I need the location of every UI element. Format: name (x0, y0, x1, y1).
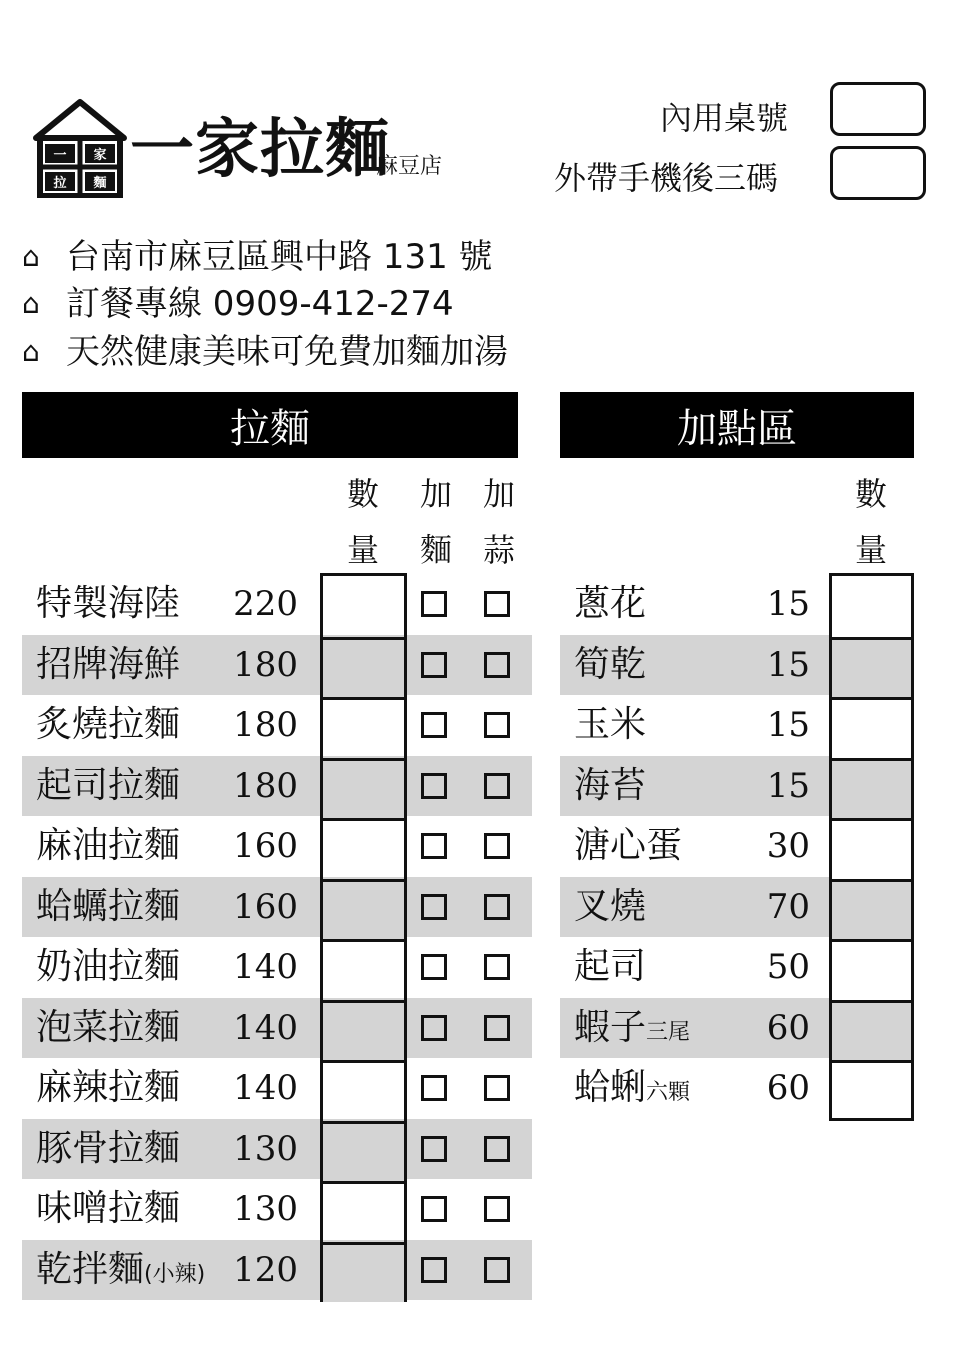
item-price: 60 (766, 1068, 810, 1108)
extra-garlic-header: 加 蒜 (482, 475, 515, 569)
extra-noodle-checkbox[interactable] (421, 652, 447, 678)
quantity-input[interactable] (832, 1000, 911, 1061)
home-icon: ⌂ (22, 335, 40, 368)
quantity-input[interactable] (323, 697, 404, 758)
takeout-phone-input[interactable] (830, 146, 926, 200)
item-name-text: 豚骨拉麵 (36, 1127, 181, 1169)
phone-text: 訂餐專線 0909-412-274 (66, 284, 454, 324)
menu-row (22, 1240, 532, 1301)
ramen-section-header: 拉麵 (22, 392, 518, 458)
menu-row (22, 1179, 532, 1240)
item-name (36, 1119, 180, 1179)
item-name (574, 756, 646, 816)
addons-list (560, 574, 830, 1119)
menu-row (22, 998, 532, 1059)
extra-noodle-checkbox[interactable] (421, 712, 447, 738)
menu-row (22, 756, 532, 817)
item-name (36, 1058, 180, 1118)
extra-noodle-checkbox[interactable] (421, 591, 447, 617)
item-name (574, 998, 690, 1063)
item-name-text: 麻油拉麵 (36, 825, 181, 866)
quantity-input[interactable] (832, 939, 911, 1000)
home-icon: ⌂ (22, 240, 40, 273)
menu-row (560, 937, 830, 998)
menu-row (22, 1058, 532, 1119)
menu-row (560, 998, 830, 1059)
extra-garlic-checkbox[interactable] (484, 1257, 510, 1283)
extra-noodle-checkbox[interactable] (421, 1075, 447, 1101)
item-name-text: 蛤蜊 (574, 1067, 647, 1108)
svg-text:拉: 拉 (53, 176, 67, 191)
item-name (36, 756, 180, 816)
menu-row (560, 574, 830, 635)
quantity-input[interactable] (832, 758, 911, 819)
svg-text:麵: 麵 (93, 176, 107, 191)
branch-name: 麻豆店 (376, 154, 443, 179)
quantity-input[interactable] (323, 637, 404, 698)
item-name (574, 1058, 690, 1123)
item-name-text: 蔥花 (574, 583, 647, 624)
svg-text:家: 家 (93, 148, 107, 163)
free-refill-text: 天然健康美味可免費加麵加湯 (66, 332, 508, 372)
item-price: 160 (233, 886, 298, 927)
menu-row (560, 756, 830, 817)
item-price: 180 (233, 705, 298, 745)
address-text: 台南市麻豆區興中路 131 號 (66, 237, 493, 277)
menu-row (560, 1058, 830, 1119)
menu-row (22, 816, 532, 877)
item-name (574, 695, 646, 755)
menu-row (22, 635, 532, 696)
extra-garlic-checkbox[interactable] (484, 1015, 510, 1041)
item-price: 130 (233, 1128, 298, 1169)
extra-noodle-checkbox[interactable] (421, 1196, 447, 1222)
menu-row (22, 1119, 532, 1180)
quantity-input[interactable] (323, 1060, 404, 1121)
item-price: 15 (766, 705, 810, 745)
item-name-text: 泡菜拉麵 (36, 1006, 181, 1048)
extra-noodle-header: 加 麵 (419, 475, 452, 569)
item-name-text: 起司 (574, 946, 647, 987)
info-phone (22, 284, 454, 324)
item-name-text: 特製海陸 (36, 583, 181, 624)
item-name-text: 叉燒 (574, 885, 647, 927)
item-note: 三尾 (646, 1019, 691, 1045)
item-price: 160 (233, 826, 298, 866)
item-price: 15 (766, 765, 810, 806)
ramen-qty-header: 數 量 (346, 475, 379, 569)
extra-noodle-checkbox[interactable] (421, 1015, 447, 1041)
item-price: 130 (233, 1189, 298, 1229)
extra-noodle-checkbox[interactable] (421, 833, 447, 859)
item-name (36, 695, 180, 755)
extra-noodle-checkbox[interactable] (421, 1136, 447, 1162)
menu-row (22, 937, 532, 998)
svg-text:一: 一 (53, 148, 67, 163)
item-price: 140 (233, 947, 298, 987)
item-name-text: 起司拉麵 (36, 764, 181, 806)
quantity-input[interactable] (832, 576, 911, 637)
item-price: 180 (233, 765, 298, 806)
item-name (36, 635, 180, 695)
item-name-text: 奶油拉麵 (36, 946, 181, 987)
item-name (574, 937, 646, 997)
item-price: 70 (766, 886, 810, 927)
extra-garlic-checkbox[interactable] (484, 773, 510, 799)
quantity-input[interactable] (323, 1000, 404, 1061)
menu-row (560, 695, 830, 756)
menu-row (22, 695, 532, 756)
item-name (36, 1240, 205, 1305)
menu-row (22, 574, 532, 635)
addons-qty-column (829, 573, 914, 1121)
extra-garlic-checkbox[interactable] (484, 894, 510, 920)
item-name (574, 877, 646, 937)
item-name (36, 937, 180, 997)
item-name-text: 海苔 (574, 764, 647, 806)
house-logo-icon (32, 98, 128, 198)
quantity-input[interactable] (832, 637, 911, 698)
item-name-text: 麻辣拉麵 (36, 1067, 181, 1108)
extra-noodle-checkbox[interactable] (421, 894, 447, 920)
addons-section-header: 加點區 (560, 392, 914, 458)
extra-garlic-checkbox[interactable] (484, 1136, 510, 1162)
item-name (574, 635, 646, 695)
extra-garlic-checkbox[interactable] (484, 1075, 510, 1101)
item-name (36, 816, 180, 876)
item-name-text: 筍乾 (574, 643, 647, 685)
item-name-text: 乾拌麵 (36, 1248, 145, 1290)
extra-noodle-checkbox[interactable] (421, 773, 447, 799)
info-note (22, 332, 508, 372)
extra-garlic-checkbox[interactable] (484, 833, 510, 859)
menu-row (560, 816, 830, 877)
menu-row (560, 635, 830, 696)
item-name (574, 816, 682, 876)
extra-garlic-checkbox[interactable] (484, 712, 510, 738)
quantity-input[interactable] (323, 879, 404, 940)
takeout-phone-label: 外帶手機後三碼 (553, 159, 778, 197)
item-name-text: 炙燒拉麵 (36, 704, 181, 745)
item-name-text: 招牌海鮮 (36, 643, 181, 685)
item-price: 140 (233, 1007, 298, 1048)
brand-name: 一家拉麵 (130, 113, 390, 187)
item-note: 六顆 (646, 1080, 691, 1105)
item-price: 220 (233, 584, 298, 624)
quantity-input[interactable] (832, 818, 911, 879)
ramen-list (22, 574, 532, 1300)
extra-garlic-checkbox[interactable] (484, 591, 510, 617)
item-note: (小辣) (144, 1261, 206, 1287)
extra-garlic-checkbox[interactable] (484, 1196, 510, 1222)
menu-row (560, 877, 830, 938)
extra-garlic-checkbox[interactable] (484, 652, 510, 678)
item-name (574, 574, 646, 634)
quantity-input[interactable] (832, 697, 911, 758)
dine-in-table-input[interactable] (830, 82, 926, 136)
item-name-text: 味噌拉麵 (36, 1188, 181, 1229)
quantity-input[interactable] (323, 1242, 404, 1303)
item-price: 15 (766, 644, 810, 685)
dine-in-table-label: 內用桌號 (659, 99, 788, 137)
quantity-input[interactable] (323, 818, 404, 879)
item-name-text: 溏心蛋 (574, 825, 683, 866)
info-address (22, 237, 493, 277)
extra-noodle-checkbox[interactable] (421, 1257, 447, 1283)
home-icon: ⌂ (22, 287, 40, 320)
item-name (36, 1179, 180, 1239)
item-name (36, 877, 180, 937)
item-price: 60 (766, 1007, 810, 1048)
quantity-input[interactable] (323, 758, 404, 819)
item-price: 140 (233, 1068, 298, 1108)
item-price: 30 (766, 826, 810, 866)
quantity-input[interactable] (323, 1121, 404, 1182)
item-name (36, 574, 180, 634)
item-name-text: 蝦子 (574, 1006, 647, 1048)
addons-qty-header: 數 量 (854, 475, 887, 569)
menu-row (22, 877, 532, 938)
extra-noodle-checkbox[interactable] (421, 954, 447, 980)
item-price: 15 (766, 584, 810, 624)
item-price: 120 (233, 1249, 298, 1290)
quantity-input[interactable] (323, 576, 404, 637)
quantity-input[interactable] (323, 939, 404, 1000)
quantity-input[interactable] (832, 1060, 911, 1121)
quantity-input[interactable] (832, 879, 911, 940)
item-name (36, 998, 180, 1058)
item-name-text: 玉米 (574, 704, 647, 745)
ramen-qty-column (320, 573, 407, 1302)
item-name-text: 蛤蠣拉麵 (36, 885, 181, 927)
item-price: 180 (233, 644, 298, 685)
quantity-input[interactable] (323, 1181, 404, 1242)
item-price: 50 (766, 947, 810, 987)
extra-garlic-checkbox[interactable] (484, 954, 510, 980)
